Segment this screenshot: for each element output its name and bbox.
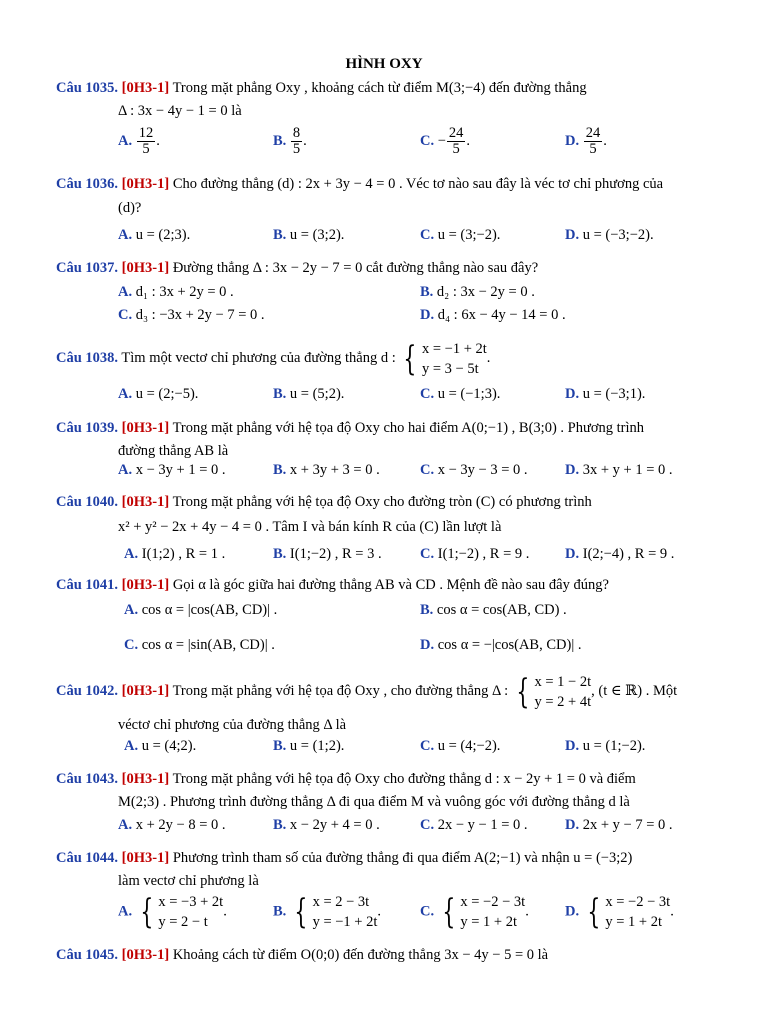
option-text: I(1;−2) , R = 3 . <box>289 546 382 562</box>
question-number: Câu 1037. <box>56 260 119 276</box>
option-text: 3x + y + 1 = 0 . <box>582 462 673 478</box>
question-text: Trong mặt phẳng với hệ tọa độ Oxy cho đường tròn (C) có phương trình <box>172 494 592 510</box>
option-b <box>273 737 344 755</box>
denominator: 5 <box>589 141 597 157</box>
option-a <box>124 737 196 755</box>
option-label: C. <box>118 307 133 323</box>
system-row-1: x = −1 + 2t <box>421 340 487 357</box>
option-b <box>273 126 307 157</box>
option-b: B. { x = 2 − 3t y = −1 + 2t . <box>273 892 381 932</box>
option-label: C. <box>420 386 435 402</box>
brace-icon: { <box>516 671 530 712</box>
question-tag: [0H3-1] <box>121 947 170 963</box>
option-d <box>565 737 645 755</box>
question-text: Trong mặt phẳng Oxy , khoảng cách từ điểm M(3;−4) đến đường thẳng <box>172 80 587 96</box>
question-1042 <box>56 671 677 712</box>
option-text: 2x + y − 7 = 0 . <box>582 817 673 833</box>
question-text: Trong mặt phẳng với hệ tọa độ Oxy cho hai điểm A(0;−1) , B(3;0) . Phương trình <box>172 420 644 436</box>
question-number: Câu 1045. <box>56 947 119 963</box>
brace-icon: { <box>403 338 417 379</box>
option-label: D. <box>565 386 580 402</box>
option-c <box>420 385 500 403</box>
option-text: x + 2y − 8 = 0 . <box>135 817 226 833</box>
option-d <box>565 545 674 563</box>
option-text: u = (4;−2). <box>437 738 501 754</box>
question-number: Câu 1038. <box>56 350 119 366</box>
option-prefix: − <box>437 132 446 149</box>
option-label: B. <box>273 386 287 402</box>
option-label: A. <box>118 462 133 478</box>
option-label: B. <box>273 738 287 754</box>
question-text: Gọi α là góc giữa hai đường thẳng AB và CD . Mệnh đề nào sau đây đúng? <box>172 577 609 593</box>
option-d <box>565 461 673 479</box>
question-number: Câu 1040. <box>56 494 119 510</box>
question-1035 <box>56 79 587 97</box>
option-d <box>420 306 566 324</box>
option-label: B. <box>420 284 434 300</box>
denominator: 5 <box>142 141 150 157</box>
numerator: 12 <box>138 125 154 141</box>
question-1039 <box>56 419 644 437</box>
question-tag: [0H3-1] <box>121 420 170 436</box>
fraction <box>291 126 302 157</box>
option-c <box>124 636 275 654</box>
option-label: B. <box>273 227 287 243</box>
question-1037 <box>56 259 538 277</box>
option-text: u = (−3;−2). <box>582 227 654 243</box>
option-c <box>118 306 265 324</box>
option-text: x − 3y − 3 = 0 . <box>437 462 528 478</box>
system-row-2: y = 1 + 2t <box>460 914 518 930</box>
option-a <box>124 545 225 563</box>
option-text: d₄ : 6x − 4y − 14 = 0 . <box>437 307 566 323</box>
option-suffix: . <box>303 132 307 149</box>
numerator: 8 <box>292 125 301 141</box>
option-label: A. <box>124 546 139 562</box>
question-1038 <box>56 338 490 379</box>
brace-icon: { <box>140 892 154 932</box>
option-b <box>273 461 380 479</box>
option-text: cos α = |sin(AB, CD)| . <box>141 637 275 653</box>
option-text: u = (2;3). <box>135 227 191 243</box>
option-text: cos α = cos(AB, CD) . <box>436 602 567 618</box>
question-number: Câu 1035. <box>56 80 119 96</box>
option-label: B. <box>273 817 287 833</box>
question-text: Trong mặt phẳng với hệ tọa độ Oxy cho đường thẳng d : x − 2y + 1 = 0 và điểm <box>172 771 636 787</box>
question-text-after: . <box>486 350 491 366</box>
question-text-cont: x² + y² − 2x + 4y − 4 = 0 . Tâm I và bán kính R của (C) lần lượt là <box>118 519 502 535</box>
option-label: C. <box>420 462 435 478</box>
option-label: A. <box>118 903 133 920</box>
question-text-cont: làm vectơ chỉ phương là <box>118 873 259 889</box>
option-c: C. { x = −2 − 3t y = 1 + 2t . <box>420 892 529 932</box>
numerator: 24 <box>585 125 601 141</box>
equation-system <box>136 892 223 932</box>
option-b <box>273 385 344 403</box>
option-label: C. <box>420 738 435 754</box>
option-suffix: . <box>603 132 607 149</box>
option-d <box>565 226 654 244</box>
question-text-cont: véctơ chỉ phương của đường thẳng Δ là <box>118 717 347 733</box>
option-b <box>273 816 380 834</box>
question-text-cont: Δ : 3x − 4y − 1 = 0 là <box>118 103 242 119</box>
option-label: D. <box>565 546 580 562</box>
option-text: u = (3;−2). <box>437 227 501 243</box>
option-label: D. <box>565 903 580 920</box>
option-text: x − 3y + 1 = 0 . <box>135 462 226 478</box>
question-text-cont: (d)? <box>118 200 142 216</box>
question-text-after: , (t ∈ ℝ) . Một <box>591 683 678 699</box>
option-label: B. <box>273 903 287 920</box>
denominator: 5 <box>292 141 301 157</box>
option-suffix: . <box>466 132 471 149</box>
equation-system <box>438 892 525 932</box>
question-number: Câu 1042. <box>56 683 119 699</box>
option-label: D. <box>565 132 580 149</box>
option-a: A. { x = −3 + 2t y = 2 − t . <box>118 892 227 932</box>
option-label: B. <box>420 602 434 618</box>
option-a <box>118 385 198 403</box>
question-text: Trong mặt phẳng với hệ tọa độ Oxy , cho đường thẳng Δ : <box>172 683 509 699</box>
question-text: Phương trình tham số của đường thẳng đi qua điểm A(2;−1) và nhận u = (−3;2) <box>172 850 633 866</box>
question-text: Khoảng cách từ điểm O(0;0) đến đường thẳng 3x − 4y − 5 = 0 là <box>172 947 549 963</box>
option-c <box>420 461 528 479</box>
option-label: A. <box>124 738 139 754</box>
option-a <box>118 226 190 244</box>
option-text: u = (1;2). <box>289 738 345 754</box>
option-c <box>420 226 500 244</box>
option-label: C. <box>420 817 435 833</box>
equation-system <box>399 339 486 379</box>
system-row-2: y = 3 − 5t <box>421 360 479 377</box>
option-label: C. <box>420 132 435 149</box>
question-text-cont: M(2;3) . Phương trình đường thẳng Δ đi qua điểm M và vuông góc với đường thẳng d là <box>118 794 630 810</box>
page-title: HÌNH OXY <box>345 56 423 72</box>
question-number: Câu 1044. <box>56 850 119 866</box>
option-c <box>420 126 470 157</box>
option-label: D. <box>420 307 435 323</box>
question-1036 <box>56 175 663 193</box>
option-c <box>420 816 528 834</box>
option-text: cos α = |cos(AB, CD)| . <box>141 602 278 618</box>
option-d <box>565 126 607 157</box>
question-text: Tìm một vectơ chỉ phương của đường thẳng d : <box>121 350 396 366</box>
brace-icon: { <box>442 892 456 932</box>
equation-system <box>290 892 377 932</box>
question-1044 <box>56 849 632 867</box>
fraction <box>447 126 466 157</box>
question-1041 <box>56 576 609 594</box>
option-a <box>124 601 277 619</box>
question-tag: [0H3-1] <box>121 80 170 96</box>
option-label: C. <box>420 546 435 562</box>
option-b <box>273 226 344 244</box>
option-text: u = (−3;1). <box>582 386 646 402</box>
fraction <box>137 126 156 157</box>
option-d: D. { x = −2 − 3t y = 1 + 2t . <box>565 892 674 932</box>
option-text: u = (5;2). <box>289 386 345 402</box>
option-d <box>420 636 581 654</box>
system-row-1: x = 1 − 2t <box>534 673 592 690</box>
option-b <box>420 283 535 301</box>
question-text: Đường thẳng Δ : 3x − 2y − 7 = 0 cắt đường thẳng nào sau đây? <box>172 260 539 276</box>
question-number: Câu 1039. <box>56 420 119 436</box>
question-number: Câu 1041. <box>56 577 119 593</box>
option-text: I(2;−4) , R = 9 . <box>582 546 675 562</box>
option-label: B. <box>273 132 287 149</box>
system-row-1: x = 2 − 3t <box>312 894 370 910</box>
option-text: d₁ : 3x + 2y = 0 . <box>135 284 234 300</box>
option-b <box>273 545 382 563</box>
question-text-cont: đường thẳng AB là <box>118 443 229 459</box>
system-row-2: y = 1 + 2t <box>605 914 663 930</box>
option-a <box>118 283 234 301</box>
question-number: Câu 1036. <box>56 176 119 192</box>
option-label: D. <box>565 462 580 478</box>
fraction <box>584 126 603 157</box>
denominator: 5 <box>452 141 460 157</box>
option-text: I(1;2) , R = 1 . <box>141 546 226 562</box>
option-label: D. <box>565 817 580 833</box>
question-1043 <box>56 770 636 788</box>
question-tag: [0H3-1] <box>121 683 170 699</box>
option-text: x + 3y + 3 = 0 . <box>289 462 380 478</box>
option-label: B. <box>273 462 287 478</box>
system-row-1: x = −2 − 3t <box>605 894 671 910</box>
question-tag: [0H3-1] <box>121 494 170 510</box>
system-row-1: x = −3 + 2t <box>158 894 224 910</box>
equation-system <box>583 892 670 932</box>
option-text: 2x − y − 1 = 0 . <box>437 817 528 833</box>
option-text: u = (−1;3). <box>437 386 501 402</box>
question-number: Câu 1043. <box>56 771 119 787</box>
option-text: u = (4;2). <box>141 738 197 754</box>
system-row-1: x = −2 − 3t <box>460 894 526 910</box>
option-d <box>565 816 673 834</box>
option-text: cos α = −|cos(AB, CD)| . <box>437 637 582 653</box>
brace-icon: { <box>294 892 308 932</box>
option-label: D. <box>420 637 435 653</box>
option-suffix: . <box>156 132 160 149</box>
option-label: A. <box>124 602 139 618</box>
option-c <box>420 545 529 563</box>
option-text: d₃ : −3x + 2y − 7 = 0 . <box>135 307 265 323</box>
option-label: D. <box>565 227 580 243</box>
option-text: u = (3;2). <box>289 227 345 243</box>
system-row-2: y = 2 − t <box>158 914 208 930</box>
question-tag: [0H3-1] <box>121 850 170 866</box>
option-a <box>118 461 226 479</box>
option-a <box>118 126 160 157</box>
option-c <box>420 737 500 755</box>
system-row-2: y = 2 + 4t <box>534 693 592 710</box>
question-1045 <box>56 946 548 964</box>
question-tag: [0H3-1] <box>121 771 170 787</box>
question-tag: [0H3-1] <box>121 577 170 593</box>
question-tag: [0H3-1] <box>121 260 170 276</box>
option-text: I(1;−2) , R = 9 . <box>437 546 530 562</box>
option-a <box>118 816 226 834</box>
brace-icon: { <box>587 892 601 932</box>
option-label: A. <box>118 132 133 149</box>
numerator: 24 <box>448 125 464 141</box>
option-label: C. <box>124 637 139 653</box>
option-label: B. <box>273 546 287 562</box>
question-text: Cho đường thẳng (d) : 2x + 3y − 4 = 0 . Véc tơ nào sau đây là véc tơ chỉ phương của <box>172 176 664 192</box>
option-label: A. <box>118 386 133 402</box>
system-row-2: y = −1 + 2t <box>312 914 378 930</box>
option-text: u = (1;−2). <box>582 738 646 754</box>
option-label: A. <box>118 817 133 833</box>
option-label: A. <box>118 227 133 243</box>
option-label: C. <box>420 227 435 243</box>
question-1040 <box>56 493 592 511</box>
option-text: x − 2y + 4 = 0 . <box>289 817 380 833</box>
question-tag: [0H3-1] <box>121 176 170 192</box>
option-label: D. <box>565 738 580 754</box>
option-d <box>565 385 645 403</box>
option-b <box>420 601 567 619</box>
equation-system <box>512 672 591 712</box>
option-label: A. <box>118 284 133 300</box>
option-text: d₂ : 3x − 2y = 0 . <box>436 284 535 300</box>
option-text: u = (2;−5). <box>135 386 199 402</box>
option-label: C. <box>420 903 435 920</box>
